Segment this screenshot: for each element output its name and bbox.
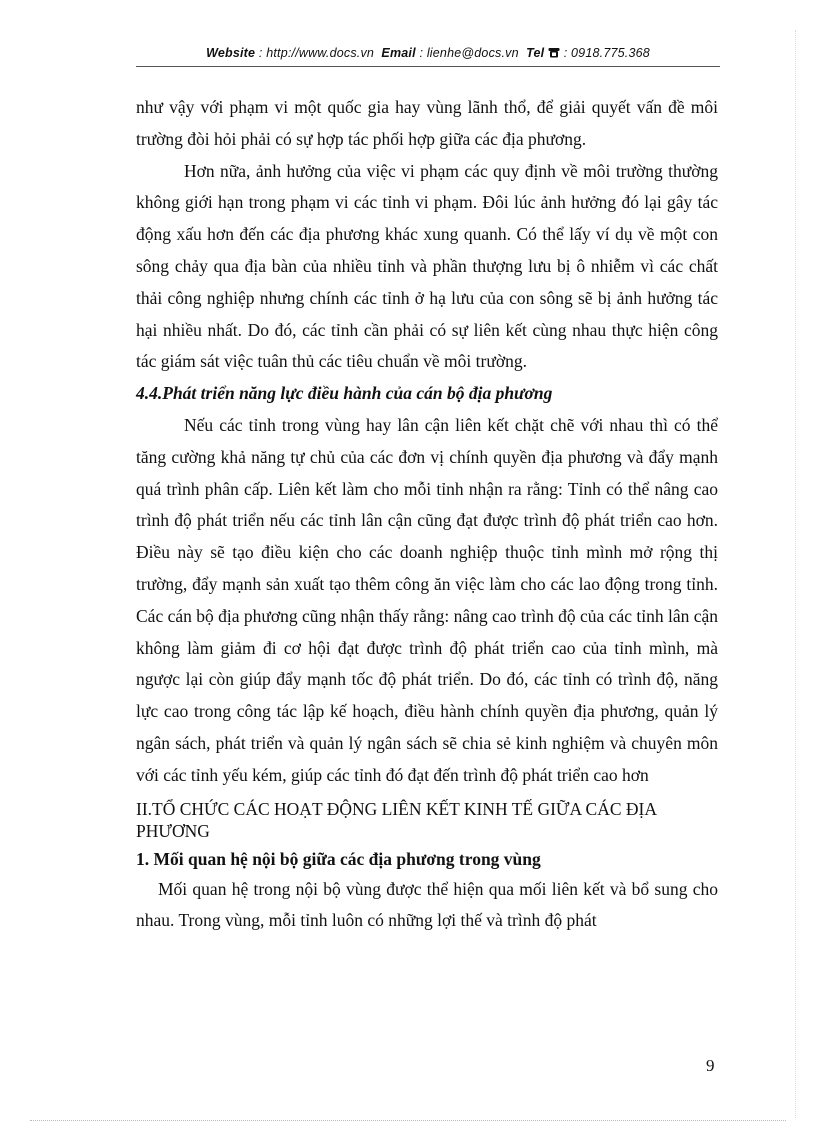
email-value: : lienhe@docs.vn [419,46,519,60]
tel-label: Tel [526,46,545,60]
phone-icon [548,47,560,61]
email-label: Email [381,46,416,60]
footer-divider [30,1120,786,1121]
paragraph: Nếu các tỉnh trong vùng hay lân cận liên kết chặt chẽ với nhau thì có thể tăng cường khả năng tự chủ của các đơn vị chính quyền địa phương và đẩy mạnh quá trình phân cấp. Liên kết làm cho mỗi tỉnh nhận ra rằng: Tỉnh có thể nâng cao trình độ phát triển nếu các tỉnh lân cận cũng đạt được trình độ phát triển cao hơn. Điều này sẽ tạo điều kiện cho các doanh nghiệp thuộc tỉnh mình mở rộng thị trường, đẩy mạnh sản xuất tạo thêm công ăn việc làm cho các lao động trong tỉnh. Các cán bộ địa phương cũng nhận thấy rằng: nâng cao trình độ của các tỉnh lân cận không làm giảm đi cơ hội đạt được trình độ phát triển cao của tỉnh mình, mà ngược lại còn giúp đẩy mạnh tốc độ phát triển. Do đó, các tỉnh có trình độ, năng lực cao trong công tác lập kế hoạch, điều hành chính quyền địa phương, quản lý ngân sách, phát triển và quản lý ngân sách sẽ chia sẻ kinh nghiệm và chuyên môn với các tỉnh yếu kém, giúp các tỉnh đó đạt đến trình độ phát triển cao hơn [136,414,718,785]
section-heading-1: 1. Mối quan hệ nội bộ giữa các địa phương trong vùng [136,848,541,869]
website-value: : http://www.docs.vn [258,46,375,60]
paragraph: Hơn nữa, ảnh hưởng của việc vi phạm các quy định về môi trường thường không giới hạn trong phạm vi các tỉnh vi phạm. Đôi lúc ảnh hưởng đó lại gây tác động xấu hơn đến các địa phương khác xung quanh. Có thể lấy ví dụ về một con sông chảy qua địa bàn của nhiều tỉnh và phần thượng lưu bị ô nhiễm vì các chất thải công nghiệp nhưng chính các tỉnh ở hạ lưu của con sông sẽ bị ảnh hưởng tác hại nhiều nhất. Do đó, các tỉnh cần phải có sự liên kết cùng nhau thực hiện công tác giám sát việc tuân thủ các tiêu chuẩn về môi trường. [136,160,718,372]
tel-value: : 0918.775.368 [563,46,650,60]
chapter-heading-ii: II.TỔ CHỨC CÁC HOẠT ĐỘNG LIÊN KẾT KINH TẾ GIỮA CÁC ĐỊA PHƯƠNG [136,798,657,841]
paragraph: như vậy với phạm vi một quốc gia hay vùng lãnh thổ, để giải quyết vấn đề môi trường đòi hỏi phải có sự hợp tác phối hợp giữa các địa phương. [136,97,718,149]
body-text [136,92,718,937]
paragraph: Mối quan hệ trong nội bộ vùng được thể hiện qua mối liên kết và bổ sung cho nhau. Trong vùng, mỗi tỉnh luôn có những lợi thế và trình độ phát [136,878,718,931]
section-heading-4-4: 4.4.Phát triển năng lực điều hành của cán bộ địa phương [136,383,553,404]
page-number: 9 [706,1056,715,1075]
website-label: Website [206,46,256,60]
margin-guide [795,30,796,1118]
page-header [136,46,720,61]
header-divider [136,66,720,67]
